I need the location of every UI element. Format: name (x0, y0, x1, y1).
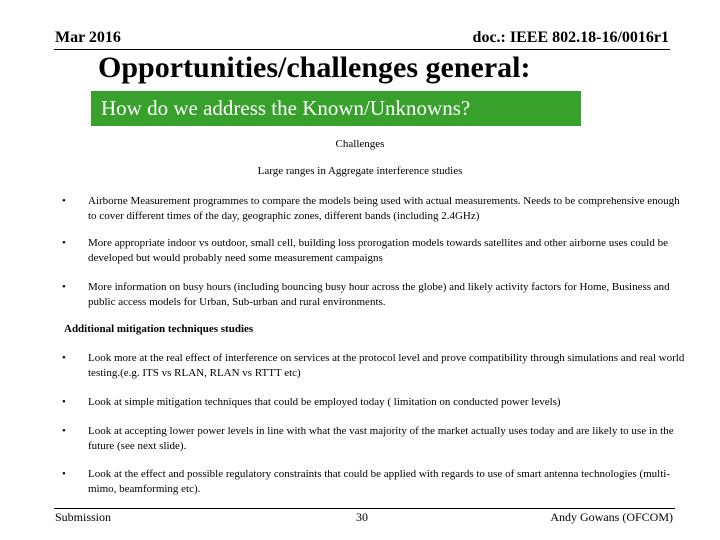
bullet-text: Look at the effect and possible regulatory constraints that could be applied with regards to use of smart antenna technologies (multi-mimo, beamforming etc). (88, 468, 671, 495)
bullet-icon: • (62, 237, 66, 249)
subtitle-text: How do we address the Known/Unknowns? (101, 96, 471, 120)
mitigation-heading: Additional mitigation techniques studies (64, 323, 254, 335)
bullet-icon: • (62, 468, 66, 480)
bullet-text: More appropriate indoor vs outdoor, small cell, building loss prorogation models towards satellites and other airborne uses could be developed but would probably need some measurement campaigns (88, 237, 668, 264)
footer-author: Andy Gowans (OFCOM) (550, 510, 673, 524)
bullet-icon: • (62, 396, 66, 408)
footer-submission: Submission (55, 510, 112, 524)
challenges-heading: Challenges (335, 138, 385, 150)
header-doc-id: doc.: IEEE 802.18-16/0016r1 (472, 29, 669, 46)
footer-divider (54, 508, 675, 509)
bullet-text: Look more at the real effect of interference on services at the protocol level and prove compatibility through simulations and real world testing.(e.g. ITS vs RLAN, RLAN vs RTTT etc) (88, 352, 685, 379)
header-divider (54, 49, 670, 50)
challenges-subheading: Large ranges in Aggregate interference studies (257, 165, 463, 177)
bullet-text: Airborne Measurement programmes to compare the models being used with actual measurements. Needs to be comprehensive enough to cover different times of the day, geographic zones, different bands (including 2.4GHz) (88, 195, 680, 222)
slide-title: Opportunities/challenges general: (98, 51, 531, 84)
bullet-text: Look at simple mitigation techniques that could be employed today ( limitation on conducted power levels) (88, 396, 561, 408)
bullet-text: More information on busy hours (including bouncing busy hour across the globe) and likely activity factors for Home, Business and public access models for Urban, Sub-urban and rural environments. (88, 281, 670, 308)
bullet-text: Look at accepting lower power levels in line with what the vast majority of the market actually uses today and are likely to use in the future (see next slide). (88, 425, 674, 452)
page-number: 30 (356, 510, 368, 524)
subtitle-box (91, 91, 581, 126)
bullet-icon: • (62, 352, 66, 364)
header-date: Mar 2016 (55, 29, 121, 46)
bullet-icon: • (62, 281, 66, 293)
bullet-icon: • (62, 425, 66, 437)
bullet-icon: • (62, 195, 66, 207)
